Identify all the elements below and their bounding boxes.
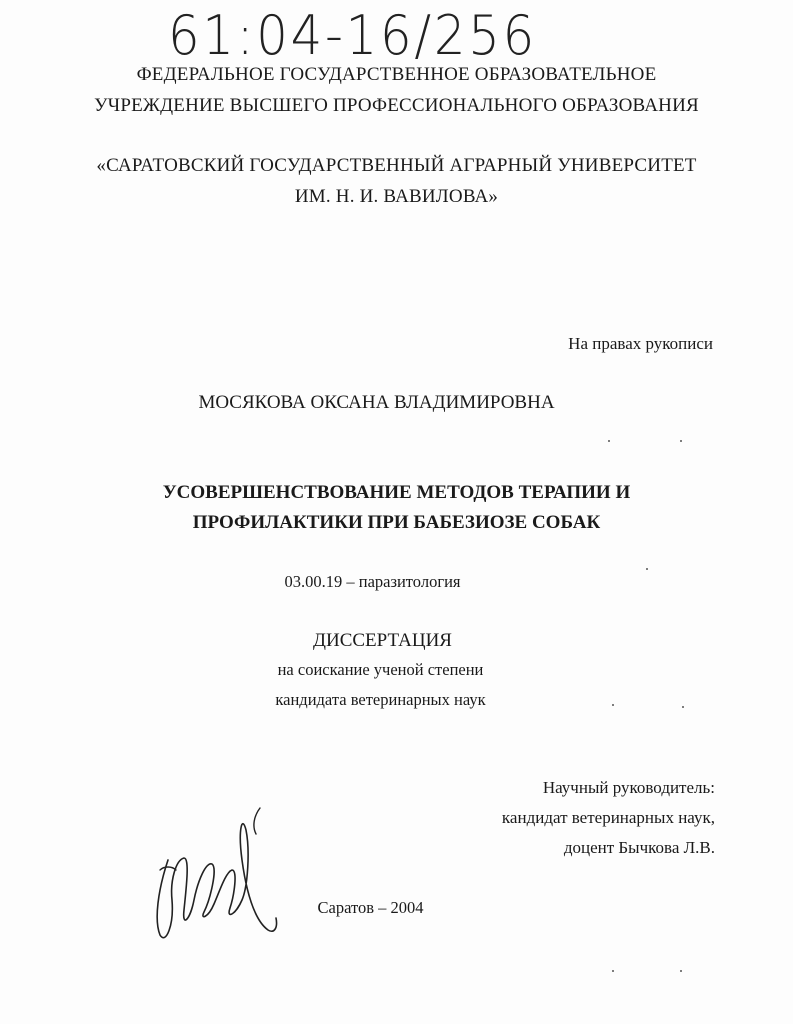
organization-line-4: ИМ. Н. И. ВАВИЛОВА» [294, 186, 499, 207]
scan-speck [680, 970, 682, 972]
title-line-1: УСОВЕРШЕНСТВОВАНИЕ МЕТОДОВ ТЕРАПИИ И [162, 482, 631, 503]
place-and-year: Саратов – 2004 [317, 898, 424, 917]
handwritten-signature [150, 800, 290, 945]
archive-stamp-handwritten: 61:04-16/256 [168, 4, 538, 67]
title-line-2: ПРОФИЛАКТИКИ ПРИ БАБЕЗИОЗЕ СОБАК [192, 512, 601, 533]
scan-speck [608, 440, 610, 442]
scan-speck [680, 440, 682, 442]
advisor-name: доцент Бычкова Л.В. [563, 838, 715, 857]
scan-speck [612, 704, 614, 706]
dissertation-heading: ДИССЕРТАЦИЯ [313, 630, 452, 651]
author-name: МОСЯКОВА ОКСАНА ВЛАДИМИРОВНА [198, 392, 555, 413]
advisor-degree: кандидат ветеринарных наук, [501, 808, 715, 827]
organization-line-2: УЧРЕЖДЕНИЕ ВЫСШЕГО ПРОФЕССИОНАЛЬНОГО ОБРАЗОВАНИЯ [94, 95, 699, 116]
scan-speck [646, 568, 648, 570]
scan-speck [612, 970, 614, 972]
dissertation-degree-line-2: кандидата ветеринарных наук [275, 690, 486, 709]
specialty-code: 03.00.19 – паразитология [284, 572, 461, 591]
advisor-title: Научный руководитель: [542, 778, 715, 797]
dissertation-degree-line-1: на соискание ученой степени [277, 660, 484, 679]
organization-line-3: «САРАТОВСКИЙ ГОСУДАРСТВЕННЫЙ АГРАРНЫЙ УНИВЕРСИТЕТ [96, 155, 697, 176]
organization-line-1: ФЕДЕРАЛЬНОЕ ГОСУДАРСТВЕННОЕ ОБРАЗОВАТЕЛЬНОЕ [136, 64, 657, 85]
rights-note: На правах рукописи [568, 334, 713, 353]
scan-speck [682, 706, 684, 708]
